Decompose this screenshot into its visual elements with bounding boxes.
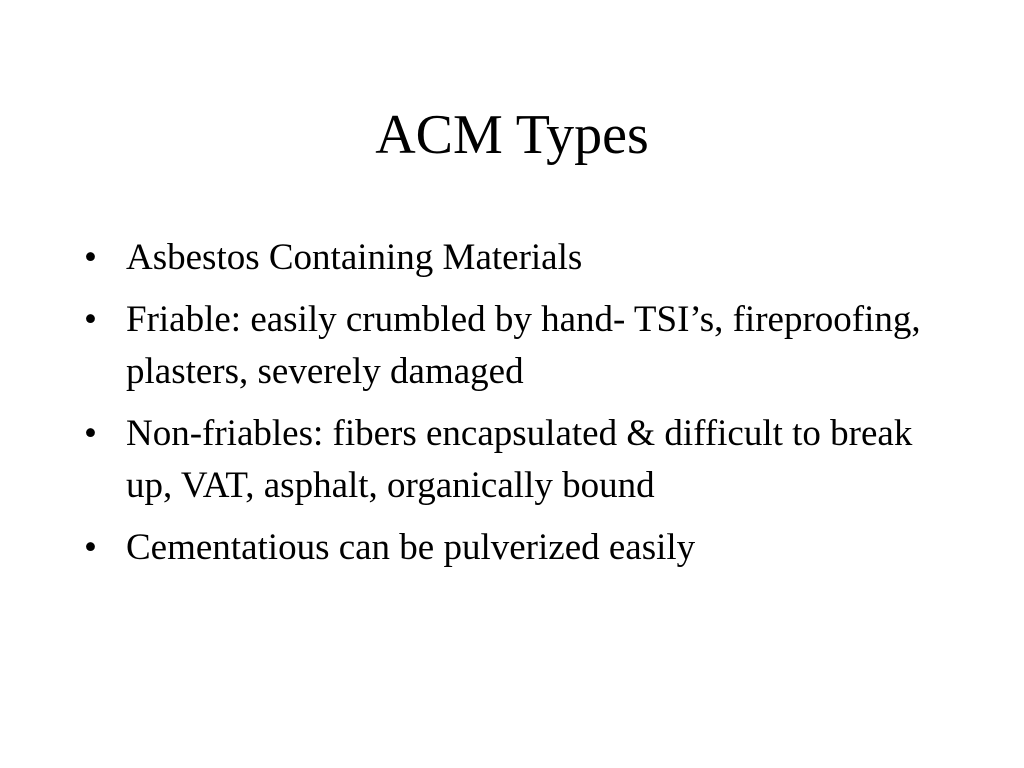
bullet-item — [84, 522, 964, 574]
bullet-text: Asbestos Containing Materials — [126, 237, 583, 278]
bullet-list — [84, 232, 964, 584]
bullet-item — [84, 294, 964, 398]
bullet-text: Non-friables: fibers encapsulated & difficult to break up, VAT, asphalt, organically bound — [126, 413, 913, 506]
bullet-text: Friable: easily crumbled by hand- TSI’s, fireproofing, plasters, severely damaged — [126, 299, 921, 392]
bullet-icon: • — [84, 299, 97, 340]
bullet-item — [84, 408, 964, 512]
bullet-icon: • — [84, 527, 97, 568]
bullet-icon: • — [84, 413, 97, 454]
bullet-text: Cementatious can be pulverized easily — [126, 527, 696, 568]
slide-title: ACM Types — [375, 104, 649, 166]
bullet-item — [84, 232, 964, 284]
bullet-icon: • — [84, 237, 97, 278]
